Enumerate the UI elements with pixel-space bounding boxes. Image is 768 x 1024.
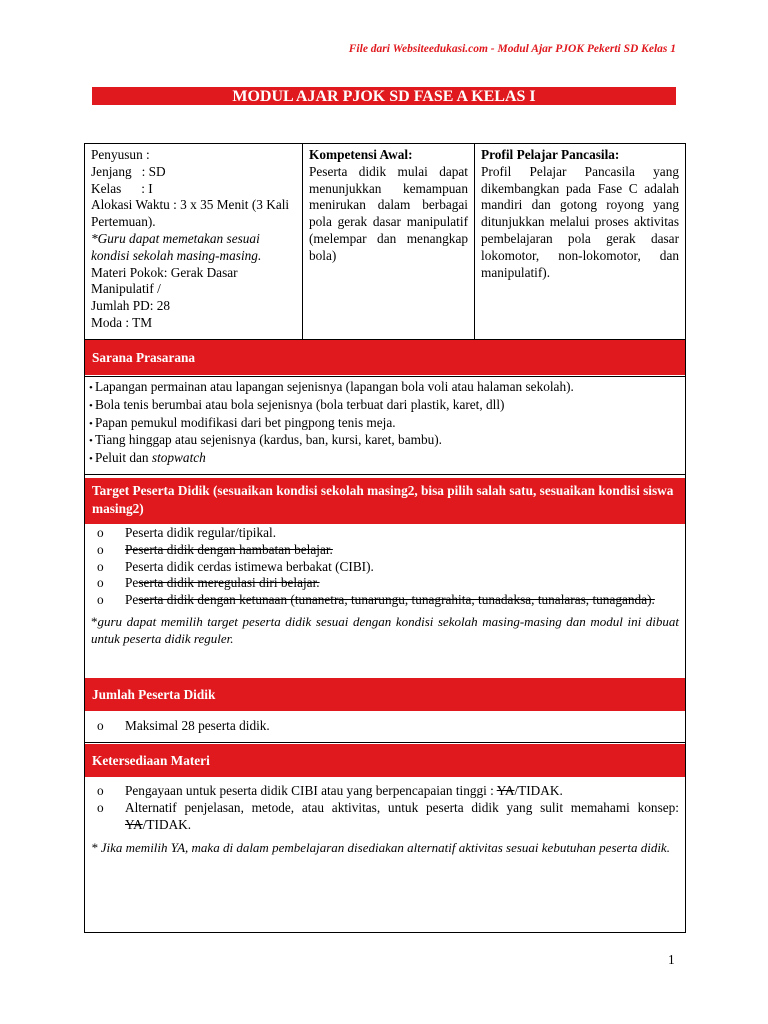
list-item-text: Tiang hinggap atau sejenisnya (kardus, ban, kursi, karet, bambu). bbox=[95, 432, 442, 448]
ketersediaan-list bbox=[91, 783, 679, 833]
kelas-line: Kelas : I bbox=[91, 180, 153, 196]
circle-bullet-icon: o bbox=[97, 783, 104, 798]
list-item-text: Lapangan permainan atau lapangan sejenisnya (lapangan bola voli atau halaman sekolah). bbox=[95, 379, 574, 394]
list-item-text: Bola tenis berumbai atau bola sejenisnya (bola terbuat dari plastik, karet, dll) bbox=[95, 396, 505, 412]
sarana-header bbox=[85, 340, 685, 375]
list-item-text: Pengayaan untuk peserta didik CIBI atau yang berpencapaian tinggi : bbox=[125, 783, 497, 798]
circle-bullet-icon: o bbox=[97, 558, 104, 574]
ketersediaan-note: * Jika memilih YA, maka di dalam pembelajaran disediakan alternatif aktivitas sesuai kebutuhan peserta didik. bbox=[91, 840, 670, 856]
list-item-strike-text: serta didik dengan ketunaan (tunanetra, tunarungu, tunagrahita, tunadaksa, tunalaras, tunaganda). bbox=[138, 592, 655, 608]
circle-bullet-icon: o bbox=[97, 718, 104, 733]
info-row bbox=[85, 144, 685, 340]
circle-bullet-icon: o bbox=[97, 799, 104, 815]
kompetensi-column bbox=[303, 144, 475, 339]
list-item bbox=[91, 559, 679, 576]
circle-bullet-icon: o bbox=[97, 592, 104, 608]
list-item-strike-text: serta didik meregulasi diri belajar. bbox=[138, 575, 320, 591]
jumlah-list bbox=[91, 718, 679, 735]
target-section bbox=[85, 525, 685, 647]
identity-column bbox=[85, 144, 303, 339]
circle-bullet-icon: o bbox=[97, 525, 104, 540]
list-item-text: Peserta didik cerdas istimewa berbakat (CIBI). bbox=[125, 558, 374, 574]
bullet-icon: • bbox=[89, 417, 93, 430]
list-item-text: Peluit dan bbox=[95, 450, 152, 466]
tidak-text: /TIDAK. bbox=[514, 783, 563, 798]
list-item-text: Pe bbox=[125, 592, 139, 608]
jumlah-header bbox=[85, 678, 685, 711]
jumlah-pd-line: Jumlah PD: 28 bbox=[91, 298, 171, 314]
list-item-text: Peserta didik dengan hambatan belajar. bbox=[125, 541, 333, 557]
list-item bbox=[89, 415, 681, 433]
target-note: *guru dapat memilih target peserta didik sesuai dengan kondisi sekolah masing-masing dan modul ini dibuat untuk peserta didik reguler. bbox=[91, 613, 679, 646]
module-table bbox=[84, 143, 686, 933]
sarana-title: Sarana Prasarana bbox=[92, 349, 196, 365]
list-item bbox=[91, 783, 679, 800]
ya-strike-text: YA bbox=[125, 816, 143, 832]
page-number: 1 bbox=[668, 952, 675, 967]
bullet-icon: • bbox=[89, 453, 93, 466]
moda-line: Moda : TM bbox=[91, 314, 153, 330]
list-item bbox=[91, 525, 679, 542]
list-item bbox=[89, 397, 681, 415]
list-item bbox=[91, 592, 679, 609]
target-note-text: guru dapat memilih target peserta didik sesuai dengan kondisi sekolah masing-masing dan modul ini dibuat untuk peserta didik reguler bbox=[91, 613, 679, 646]
list-item-text: Peserta didik regular/tipikal. bbox=[125, 525, 277, 540]
list-item-text: Maksimal 28 peserta didik. bbox=[125, 718, 270, 733]
list-item bbox=[89, 432, 681, 450]
jumlah-title: Jumlah Peserta Didik bbox=[92, 686, 216, 702]
ketersediaan-section bbox=[85, 777, 685, 856]
guru-note: *Guru dapat memetakan sesuai kondisi sekolah masing-masing. bbox=[91, 230, 262, 263]
bullet-icon: • bbox=[89, 399, 93, 412]
sarana-list bbox=[85, 376, 686, 475]
ketersediaan-title: Ketersediaan Materi bbox=[92, 752, 210, 768]
kompetensi-text: Peserta didik mulai dapat menunjukkan kemampuan menirukan dalam berbagai pola gerak dasar manipulatif (melempar dan menangkap bola) bbox=[309, 163, 468, 263]
target-header bbox=[85, 478, 685, 524]
target-list bbox=[91, 525, 679, 609]
ya-strike-text: YA bbox=[496, 783, 515, 798]
jumlah-section bbox=[85, 711, 685, 743]
list-item-text: Pe bbox=[125, 575, 139, 591]
list-item bbox=[89, 450, 681, 468]
file-source-note: File dari Websiteedukasi.com - Modul Ajar PJOK Pekerti SD Kelas 1 bbox=[348, 43, 676, 55]
jenjang-line: Jenjang : SD bbox=[91, 163, 166, 179]
circle-bullet-icon: o bbox=[97, 575, 104, 591]
module-title: MODUL AJAR PJOK SD FASE A KELAS I bbox=[92, 87, 676, 105]
circle-bullet-icon: o bbox=[97, 541, 104, 557]
stopwatch-text: stopwatch bbox=[151, 450, 206, 466]
profil-text: Profil Pelajar Pancasila yang dikembangkan pada Fase C adalah mandiri dan gotong royong yang ditunjukkan melalui proses aktivitas pembelajaran pola gerak dasar lokomotor, non-lokomotor, dan manipulatif). bbox=[481, 163, 679, 280]
ketersediaan-header bbox=[85, 744, 685, 777]
list-item bbox=[91, 542, 679, 559]
note-star: * bbox=[91, 613, 98, 629]
kompetensi-title: Kompetensi Awal: bbox=[309, 147, 413, 162]
penyusun-line: Penyusun : bbox=[91, 147, 150, 162]
list-item bbox=[89, 379, 681, 397]
alokasi-waktu-line: Alokasi Waktu : 3 x 35 Menit (3 Kali Pertemuan). bbox=[91, 197, 290, 230]
tidak-text: /TIDAK. bbox=[142, 816, 192, 832]
bullet-icon: • bbox=[89, 435, 93, 448]
profil-title: Profil Pelajar Pancasila: bbox=[481, 147, 620, 162]
list-item bbox=[91, 718, 679, 735]
profil-column bbox=[475, 144, 685, 339]
bullet-icon: • bbox=[89, 382, 93, 394]
target-title: Target Peserta Didik (sesuaikan kondisi sekolah masing2, bisa pilih salah satu, sesuaikan kondisi siswa masing2) bbox=[92, 483, 674, 516]
list-item bbox=[91, 800, 679, 834]
list-item bbox=[91, 575, 679, 592]
materi-pokok-line: Materi Pokok: Gerak Dasar Manipulatif / bbox=[91, 264, 238, 297]
list-item-text: Papan pemukul modifikasi dari bet pingpong tenis meja. bbox=[95, 414, 396, 430]
list-item-text: Alternatif penjelasan, metode, atau aktivitas, untuk peserta didik yang sulit memahami konsep: bbox=[125, 799, 679, 815]
